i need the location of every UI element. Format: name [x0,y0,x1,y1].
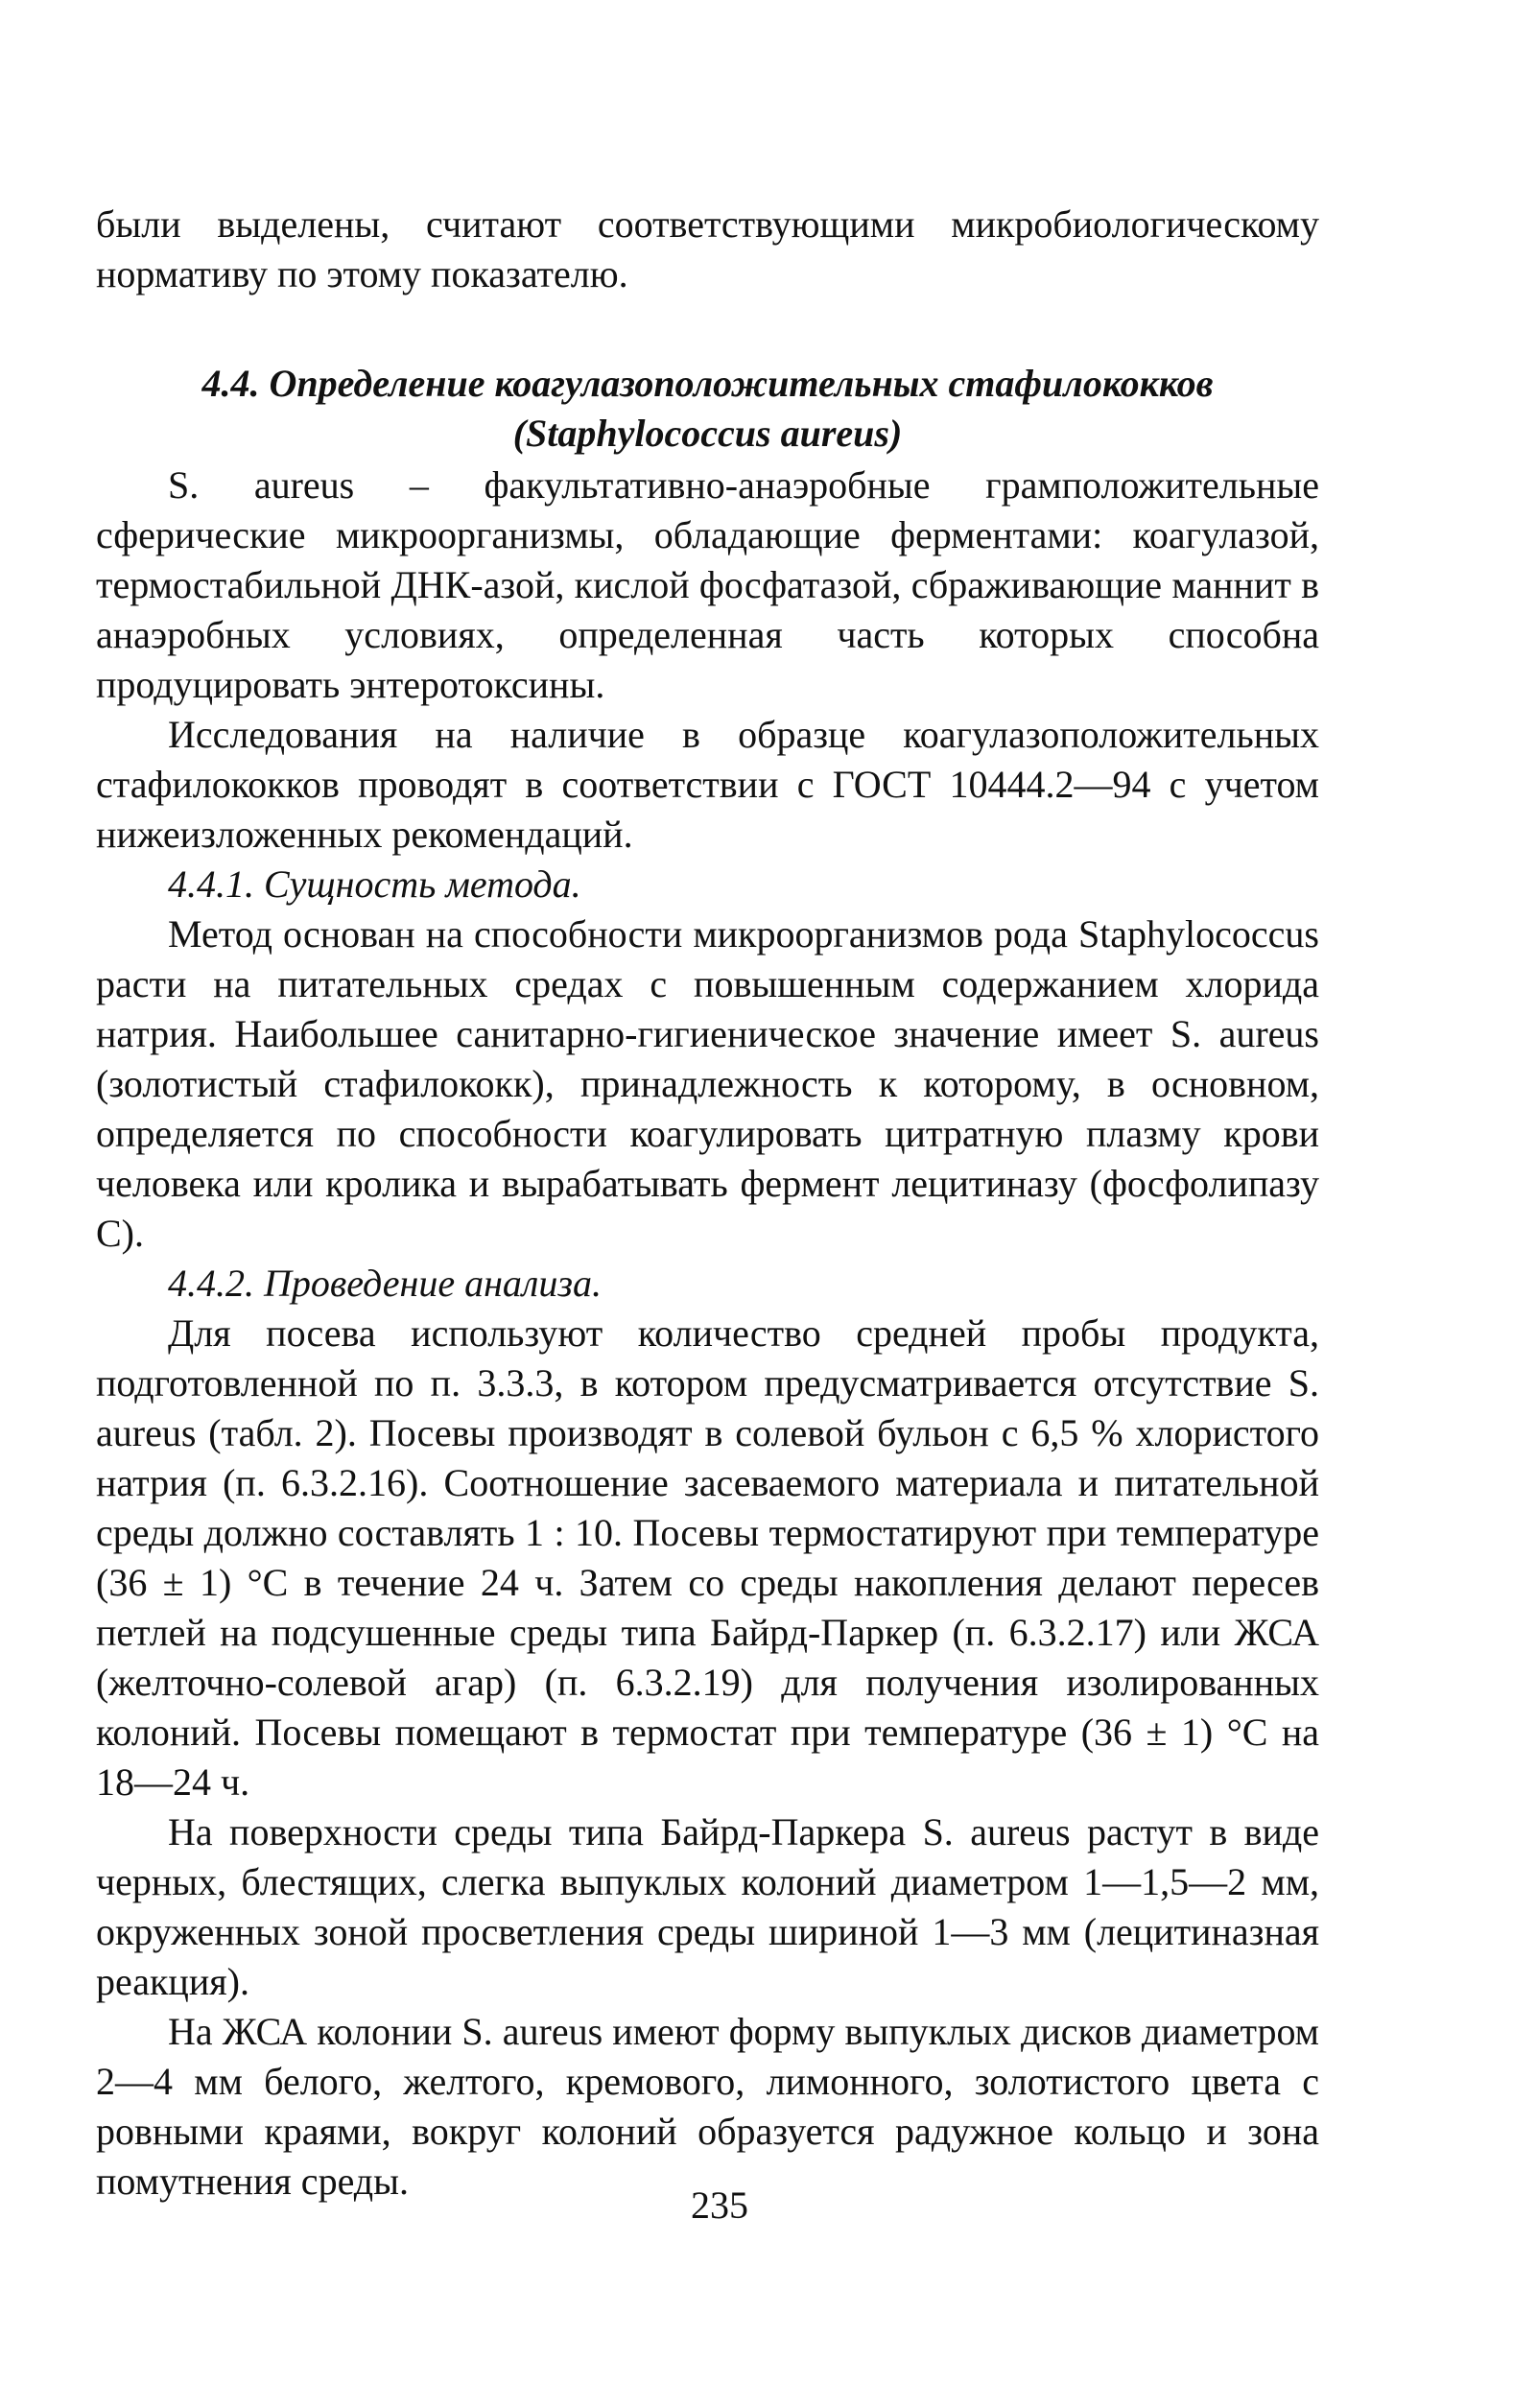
page-body [96,200,1319,2207]
paragraph-method: Метод основан на способности микроорганизмов рода Staphylococcus расти на питательных средах с повышенным содержанием хлорида натрия. Наибольшее санитарно-гигиеническое значение имеет S. aureus (золотистый стафилококк), принадлежность к которому, в основном, определяется по способности коагулировать цитратную плазму крови человека или кролика и вырабатывать фермент лецитиназу (фосфолипазу С). [96,912,1319,1255]
section-heading-line-2: (Staphylococcus aureus) [512,412,903,455]
subsection-heading-method: 4.4.1. Сущность метода. [168,862,581,906]
section-heading [96,359,1319,459]
paragraph-baird-parker: На поверхности среды типа Байрд-Паркера S. aureus растут в виде черных, блестящих, слегка выпуклых колоний диаметром 1—1,5—2 мм, окруженных зоной просветления среды шириной 1—3 мм (лецитиназная реакция). [96,1810,1319,2003]
paragraph-continuation: были выделены, считают соответствующими микробиологическому нормативу по этому показателю. [96,202,1319,295]
section-heading-line-1: 4.4. Определение коагулазоположительных стафилококков [201,362,1214,405]
paragraph-analysis: Для посева используют количество средней пробы продукта, подготовленной по п. 3.3.3, в котором предусматривается отсутствие S. aureus (табл. 2). Посевы производят в солевой бульон с 6,5 % хлористого натрия (п. 6.3.2.16). Соотношение засеваемого материала и питательной среды должно составлять 1 : 10. Посевы термостатируют при температуре (36 ± 1) °С в течение 24 ч. Затем со среды накопления делают пересев петлей на подсушенные среды типа Байрд-Паркер (п. 6.3.2.17) или ЖСА (желточно-солевой агар) (п. 6.3.2.19) для получения изолированных колоний. Посевы помещают в термостат при температуре (36 ± 1) °С на 18—24 ч. [96,1311,1319,1804]
paragraph-standard: Исследования на наличие в образце коагулазоположительных стафилококков проводят в соответствии с ГОСТ 10444.2—94 с учетом нижеизложенных рекомендаций. [96,713,1319,856]
paragraph-definition: S. aureus – факультативно-анаэробные грамположительные сферические микроорганизмы, обладающие ферментами: коагулазой, термостабильной ДНК-азой, кислой фосфатазой, сбраживающие маннит в анаэробных условиях, определенная часть которых способна продуцировать энтеротоксины. [96,463,1319,706]
subsection-heading-analysis: 4.4.2. Проведение анализа. [168,1262,602,1305]
page-number: 235 [691,2184,748,2227]
paragraph-zhsa: На ЖСА колонии S. aureus имеют форму выпуклых дисков диаметром 2—4 мм белого, желтого, кремового, лимонного, золотистого цвета с ровными краями, вокруг колоний образуется радужное кольцо и зона помутнения среды. [96,2010,1319,2203]
